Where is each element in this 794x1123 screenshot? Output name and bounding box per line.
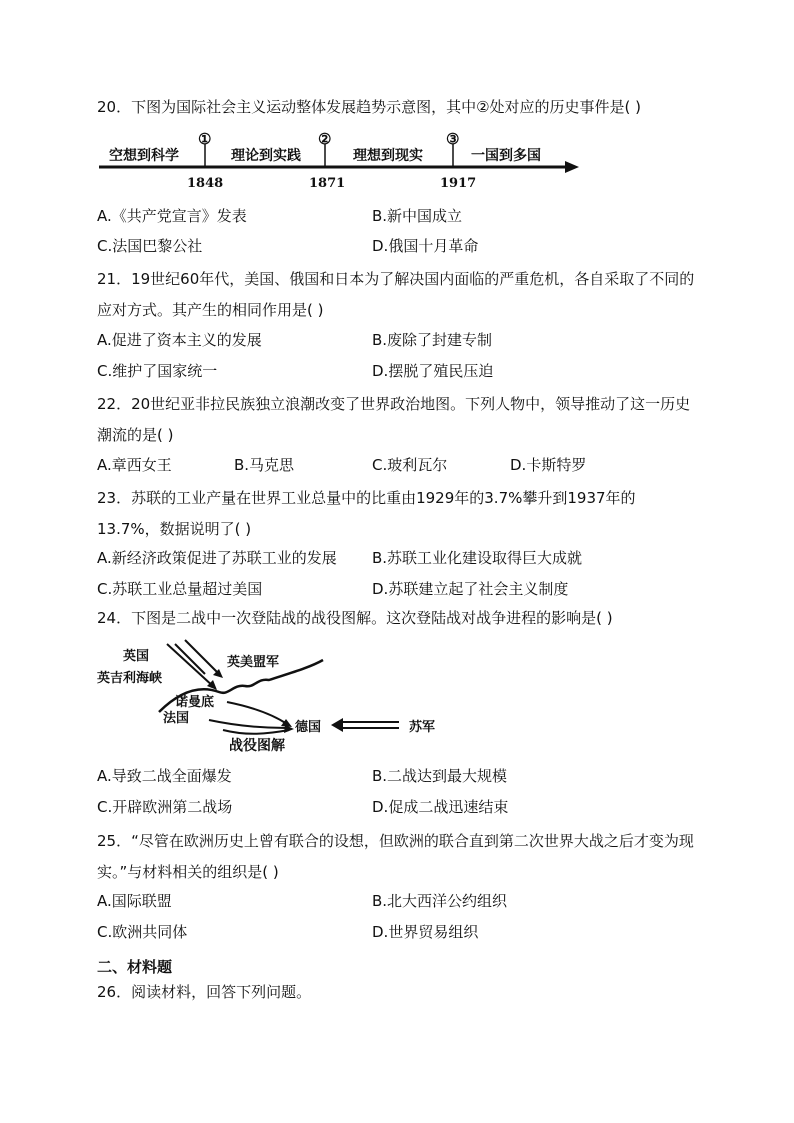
question-20-option-a[interactable]: A.《共产党宣言》发表	[97, 207, 247, 225]
question-23-stem: 23．苏联的工业产量在世界工业总量中的比重由1929年的3.7%攀升到1937年的13.7%，数据说明了( )	[97, 489, 636, 538]
map-label-britain: 英国	[123, 649, 150, 664]
map-label-allied-forces: 英美盟军	[227, 655, 280, 670]
map-caption: 战役图解	[229, 738, 285, 754]
landing-arrow-3	[223, 730, 289, 734]
question-22-option-c[interactable]: C.玻利瓦尔	[372, 456, 448, 474]
normandy-battle-map-figure	[97, 638, 457, 756]
question-21-option-d[interactable]: D.摆脱了殖民压迫	[372, 362, 494, 380]
question-22-stem: 22．20世纪亚非拉民族独立浪潮改变了世界政治地图。下列人物中，领导推动了这一历史潮流的是( )	[97, 395, 691, 444]
landing-arrow-2	[209, 720, 287, 728]
timeline-marker-3: ③	[446, 130, 460, 148]
timeline-marker-2: ②	[318, 130, 332, 148]
timeline-segment-2: 理论到实践	[231, 148, 301, 164]
question-22-option-d[interactable]: D.卡斯特罗	[510, 456, 587, 474]
timeline-segment-3: 理想到现实	[353, 148, 423, 164]
question-20-option-c[interactable]: C.法国巴黎公社	[97, 237, 203, 255]
question-24-option-d[interactable]: D.促成二战迅速结束	[372, 798, 509, 816]
question-25-option-c[interactable]: C.欧洲共同体	[97, 923, 188, 941]
question-24-option-c[interactable]: C.开辟欧洲第二战场	[97, 798, 233, 816]
timeline-marker-1: ①	[198, 130, 212, 148]
question-20-option-b[interactable]: B.新中国成立	[372, 207, 463, 225]
question-21-option-b[interactable]: B.废除了封建专制	[372, 331, 493, 349]
timeline-year-2: 1871	[309, 176, 346, 191]
question-26-stem: 26．阅读材料，回答下列问题。	[97, 983, 312, 1001]
channel-arrow-2	[175, 644, 205, 674]
timeline-segment-4: 一国到多国	[471, 148, 541, 164]
map-label-normandy: 诺曼底	[175, 695, 215, 710]
question-23-option-d[interactable]: D.苏联建立起了社会主义制度	[372, 580, 569, 598]
map-label-english-channel: 英吉利海峡	[97, 671, 163, 686]
timeline-year-3: 1917	[440, 176, 477, 191]
landing-arrow-1	[227, 702, 287, 724]
map-label-france: 法国	[163, 711, 190, 726]
question-25-option-b[interactable]: B.北大西洋公约组织	[372, 892, 508, 910]
question-22-option-b[interactable]: B.马克思	[234, 456, 295, 474]
question-25-stem: 25．“尽管在欧洲历史上曾有联合的设想，但欧洲的联合直到第二次世界大战之后才变为现实。”与材料相关的组织是( )	[97, 832, 694, 881]
channel-arrow-1	[167, 644, 215, 688]
question-21-option-c[interactable]: C.维护了国家统一	[97, 362, 218, 380]
question-25-option-d[interactable]: D.世界贸易组织	[372, 923, 479, 941]
timeline-segment-1: 空想到科学	[109, 148, 179, 164]
question-24-stem: 24．下图是二战中一次登陆战的战役图解。这次登陆战对战争进程的影响是( )	[97, 609, 613, 627]
question-25-option-a[interactable]: A.国际联盟	[97, 892, 172, 910]
socialism-timeline-figure	[97, 130, 587, 194]
timeline-year-1: 1848	[187, 176, 224, 191]
question-24-option-a[interactable]: A.导致二战全面爆发	[97, 767, 232, 785]
channel-arrow-3	[185, 640, 219, 674]
question-22-option-a[interactable]: A.章西女王	[97, 456, 172, 474]
question-23-option-c[interactable]: C.苏联工业总量超过美国	[97, 580, 263, 598]
map-label-soviet-army: 苏军	[409, 720, 436, 735]
question-20-stem: 20．下图为国际社会主义运动整体发展趋势示意图，其中②处对应的历史事件是( )	[97, 98, 642, 116]
section-2-heading: 二、材料题	[97, 958, 173, 976]
question-23-option-a[interactable]: A.新经济政策促进了苏联工业的发展	[97, 549, 337, 567]
question-20-option-d[interactable]: D.俄国十月革命	[372, 237, 479, 255]
map-label-germany: 德国	[295, 720, 322, 735]
question-21-option-a[interactable]: A.促进了资本主义的发展	[97, 331, 262, 349]
soviet-arrowhead	[331, 718, 343, 732]
timeline-arrowhead	[565, 161, 579, 173]
question-23-option-b[interactable]: B.苏联工业化建设取得巨大成就	[372, 549, 583, 567]
question-24-option-b[interactable]: B.二战达到最大规模	[372, 767, 508, 785]
question-21-stem: 21．19世纪60年代，美国、俄国和日本为了解决国内面临的严重危机，各自采取了不同的应对方式。其产生的相同作用是( )	[97, 270, 695, 319]
